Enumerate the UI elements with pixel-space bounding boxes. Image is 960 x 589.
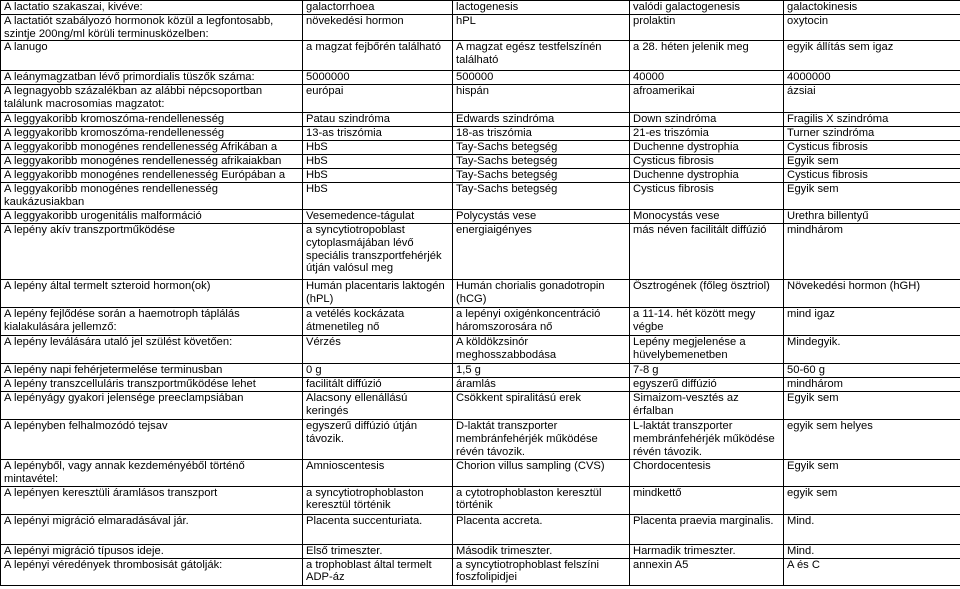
question-cell[interactable]: A lepényből, vagy annak kezdeményéből történő mintavétel: bbox=[1, 459, 303, 486]
option-d-cell[interactable]: galactokinesis bbox=[784, 1, 960, 15]
option-c-cell[interactable]: Lepény megjelenése a hüvelybemenetben bbox=[630, 335, 784, 363]
option-c-cell[interactable]: Duchenne dystrophia bbox=[630, 169, 784, 183]
option-b-cell[interactable]: hispán bbox=[453, 85, 630, 113]
option-d-cell[interactable]: Fragilis X szindróma bbox=[784, 113, 960, 127]
option-d-cell[interactable]: Mindegyik. bbox=[784, 335, 960, 363]
option-a-cell[interactable]: Placenta succenturiata. bbox=[303, 514, 453, 544]
question-cell[interactable]: A lepényi migráció típusos ideje. bbox=[1, 544, 303, 558]
option-c-cell[interactable]: L-laktát transzporter membránfehérjék működése révén távozik. bbox=[630, 419, 784, 459]
table-row bbox=[1, 391, 960, 419]
option-d-cell[interactable]: Egyik sem bbox=[784, 391, 960, 419]
question-cell[interactable]: A leggyakoribb monogénes rendellenesség afrikaiakban bbox=[1, 155, 303, 169]
question-cell[interactable]: A lactatio szakaszai, kivéve: bbox=[1, 1, 303, 15]
option-d-cell[interactable]: 50-60 g bbox=[784, 363, 960, 377]
option-d-cell[interactable]: 4000000 bbox=[784, 71, 960, 85]
table-row bbox=[1, 419, 960, 459]
question-cell[interactable]: A lanugo bbox=[1, 41, 303, 71]
option-b-cell[interactable]: Polycystás vese bbox=[453, 209, 630, 223]
option-a-cell[interactable]: a trophoblast által termelt ADP-áz bbox=[303, 558, 453, 585]
question-cell[interactable]: A leánymagzatban lévő primordialis tüszők száma: bbox=[1, 71, 303, 85]
question-cell[interactable]: A leggyakoribb kromoszóma-rendellenesség bbox=[1, 127, 303, 141]
option-b-cell[interactable]: 18-as triszómia bbox=[453, 127, 630, 141]
option-d-cell[interactable]: Cysticus fibrosis bbox=[784, 169, 960, 183]
question-cell[interactable]: A lepényi véredények thrombosisát gátolják: bbox=[1, 558, 303, 585]
table-row bbox=[1, 71, 960, 85]
option-c-cell[interactable]: 21-es triszómia bbox=[630, 127, 784, 141]
option-a-cell[interactable]: HbS bbox=[303, 183, 453, 210]
table-row bbox=[1, 169, 960, 183]
question-cell[interactable]: A legnagyobb százalékban az alábbi népcsoportban találunk macrosomias magzatot: bbox=[1, 85, 303, 113]
option-b-cell[interactable]: A köldökzsinór meghosszabbodása bbox=[453, 335, 630, 363]
option-b-cell[interactable]: 1,5 g bbox=[453, 363, 630, 377]
table-row bbox=[1, 85, 960, 113]
option-b-cell[interactable]: a syncytiotrophoblast felszíni foszfolipidjei bbox=[453, 558, 630, 585]
option-a-cell[interactable]: a syncytiotropoblast cytoplasmájában lévő speciális transzportfehérjék útján valósul meg bbox=[303, 223, 453, 279]
option-b-cell[interactable]: Második trimeszter. bbox=[453, 544, 630, 558]
question-cell[interactable]: A leggyakoribb kromoszóma-rendellenesség bbox=[1, 113, 303, 127]
question-cell[interactable]: A leggyakoribb monogénes rendellenesség Európában a bbox=[1, 169, 303, 183]
option-a-cell[interactable]: a vetélés kockázata átmenetileg nő bbox=[303, 307, 453, 335]
question-cell[interactable]: A lactatiót szabályozó hormonok közül a legfontosabb, szintje 200ng/ml körüli terminusközelben: bbox=[1, 14, 303, 41]
option-c-cell[interactable]: Monocystás vese bbox=[630, 209, 784, 223]
option-a-cell[interactable]: egyszerű diffúzió útján távozik. bbox=[303, 419, 453, 459]
option-b-cell[interactable]: Tay-Sachs betegség bbox=[453, 169, 630, 183]
table-row bbox=[1, 335, 960, 363]
question-cell[interactable]: A leggyakoribb monogénes rendellenesség kaukázusiakban bbox=[1, 183, 303, 210]
question-cell[interactable]: A leggyakoribb monogénes rendellenesség Afrikában a bbox=[1, 141, 303, 155]
question-cell[interactable]: A lepényi migráció elmaradásával jár. bbox=[1, 514, 303, 544]
option-b-cell[interactable]: áramlás bbox=[453, 377, 630, 391]
table-row bbox=[1, 377, 960, 391]
option-c-cell[interactable]: Down szindróma bbox=[630, 113, 784, 127]
option-c-cell[interactable]: prolaktin bbox=[630, 14, 784, 41]
option-b-cell[interactable]: Edwards szindróma bbox=[453, 113, 630, 127]
option-b-cell[interactable]: Humán chorialis gonadotropin (hCG) bbox=[453, 279, 630, 307]
option-a-cell[interactable]: HbS bbox=[303, 141, 453, 155]
option-d-cell[interactable]: ázsiai bbox=[784, 85, 960, 113]
option-d-cell[interactable]: Mind. bbox=[784, 544, 960, 558]
option-c-cell[interactable]: Ösztrogének (főleg ösztriol) bbox=[630, 279, 784, 307]
question-cell[interactable]: A lepény fejlődése során a haemotroph táplálás kialakulására jellemző: bbox=[1, 307, 303, 335]
option-b-cell[interactable]: Tay-Sachs betegség bbox=[453, 141, 630, 155]
option-b-cell[interactable]: Placenta accreta. bbox=[453, 514, 630, 544]
option-b-cell[interactable]: a lepényi oxigénkoncentráció háromszorosára nő bbox=[453, 307, 630, 335]
table-row bbox=[1, 183, 960, 210]
option-d-cell[interactable]: A és C bbox=[784, 558, 960, 585]
option-c-cell[interactable]: Simaizom-vesztés az érfalban bbox=[630, 391, 784, 419]
option-a-cell[interactable]: 5000000 bbox=[303, 71, 453, 85]
option-b-cell[interactable]: Tay-Sachs betegség bbox=[453, 155, 630, 169]
option-c-cell[interactable]: mindkettő bbox=[630, 486, 784, 514]
option-a-cell[interactable]: HbS bbox=[303, 169, 453, 183]
table-row bbox=[1, 558, 960, 585]
option-a-cell[interactable]: Alacsony ellenállású keringés bbox=[303, 391, 453, 419]
option-c-cell[interactable]: 7-8 g bbox=[630, 363, 784, 377]
option-c-cell[interactable]: Harmadik trimeszter. bbox=[630, 544, 784, 558]
table-row bbox=[1, 486, 960, 514]
option-c-cell[interactable]: valódi galactogenesis bbox=[630, 1, 784, 15]
option-d-cell[interactable]: Mind. bbox=[784, 514, 960, 544]
option-b-cell[interactable]: energiaigényes bbox=[453, 223, 630, 279]
question-cell[interactable]: A lepény akív transzportműködése bbox=[1, 223, 303, 279]
option-d-cell[interactable]: mind igaz bbox=[784, 307, 960, 335]
option-b-cell[interactable]: Chorion villus sampling (CVS) bbox=[453, 459, 630, 486]
option-b-cell[interactable]: D-laktát transzporter membránfehérjék működése révén távozik. bbox=[453, 419, 630, 459]
option-c-cell[interactable]: Chordocentesis bbox=[630, 459, 784, 486]
option-d-cell[interactable]: egyik sem bbox=[784, 486, 960, 514]
option-b-cell[interactable]: 500000 bbox=[453, 71, 630, 85]
option-a-cell[interactable]: Vesemedence-tágulat bbox=[303, 209, 453, 223]
option-c-cell[interactable]: Duchenne dystrophia bbox=[630, 141, 784, 155]
option-a-cell[interactable]: Humán placentaris laktogén (hPL) bbox=[303, 279, 453, 307]
option-a-cell[interactable]: növekedési hormon bbox=[303, 14, 453, 41]
option-c-cell[interactable]: a 11-14. hét között megy végbe bbox=[630, 307, 784, 335]
option-c-cell[interactable]: Cysticus fibrosis bbox=[630, 183, 784, 210]
table-row bbox=[1, 209, 960, 223]
question-cell[interactable]: A lepényen keresztüli áramlásos transzport bbox=[1, 486, 303, 514]
option-c-cell[interactable]: a 28. héten jelenik meg bbox=[630, 41, 784, 71]
option-a-cell[interactable]: HbS bbox=[303, 155, 453, 169]
question-cell[interactable]: A lepény transzcelluláris transzportműködése lehet bbox=[1, 377, 303, 391]
option-a-cell[interactable]: 13-as triszómia bbox=[303, 127, 453, 141]
option-a-cell[interactable]: a magzat fejbőrén található bbox=[303, 41, 453, 71]
option-a-cell[interactable]: facilitált diffúzió bbox=[303, 377, 453, 391]
option-a-cell[interactable]: 0 g bbox=[303, 363, 453, 377]
question-cell[interactable]: A lepény leválására utaló jel szülést követően: bbox=[1, 335, 303, 363]
table-row bbox=[1, 1, 960, 15]
question-cell[interactable]: A lepényágy gyakori jelensége preeclampsiában bbox=[1, 391, 303, 419]
option-b-cell[interactable]: A magzat egész testfelszínén található bbox=[453, 41, 630, 71]
option-b-cell[interactable]: Tay-Sachs betegség bbox=[453, 183, 630, 210]
option-d-cell[interactable]: mindhárom bbox=[784, 223, 960, 279]
option-d-cell[interactable]: oxytocin bbox=[784, 14, 960, 41]
option-b-cell[interactable]: lactogenesis bbox=[453, 1, 630, 15]
option-c-cell[interactable]: afroamerikai bbox=[630, 85, 784, 113]
table-row bbox=[1, 307, 960, 335]
table-row bbox=[1, 14, 960, 41]
option-d-cell[interactable]: Egyik sem bbox=[784, 183, 960, 210]
option-c-cell[interactable]: 40000 bbox=[630, 71, 784, 85]
option-d-cell[interactable]: egyik állítás sem igaz bbox=[784, 41, 960, 71]
option-d-cell[interactable]: Egyik sem bbox=[784, 459, 960, 486]
table-row bbox=[1, 41, 960, 71]
question-cell[interactable]: A lepény napi fehérjetermelése terminusban bbox=[1, 363, 303, 377]
option-d-cell[interactable]: egyik sem helyes bbox=[784, 419, 960, 459]
option-a-cell[interactable]: a syncytiotrophoblaston keresztül történik bbox=[303, 486, 453, 514]
option-a-cell[interactable]: Első trimeszter. bbox=[303, 544, 453, 558]
option-c-cell[interactable]: Placenta praevia marginalis. bbox=[630, 514, 784, 544]
option-d-cell[interactable]: Egyik sem bbox=[784, 155, 960, 169]
question-cell[interactable]: A lepény által termelt szteroid hormon(ok) bbox=[1, 279, 303, 307]
table-row bbox=[1, 279, 960, 307]
option-d-cell[interactable]: Turner szindróma bbox=[784, 127, 960, 141]
option-d-cell[interactable]: Cysticus fibrosis bbox=[784, 141, 960, 155]
table-row bbox=[1, 155, 960, 169]
option-a-cell[interactable]: európai bbox=[303, 85, 453, 113]
question-cell[interactable]: A lepényben felhalmozódó tejsav bbox=[1, 419, 303, 459]
option-b-cell[interactable]: a cytotrophoblaston keresztül történik bbox=[453, 486, 630, 514]
table-row bbox=[1, 544, 960, 558]
option-a-cell[interactable]: Vérzés bbox=[303, 335, 453, 363]
option-d-cell[interactable]: Növekedési hormon (hGH) bbox=[784, 279, 960, 307]
table-row bbox=[1, 127, 960, 141]
table-row bbox=[1, 141, 960, 155]
option-a-cell[interactable]: Patau szindróma bbox=[303, 113, 453, 127]
option-c-cell[interactable]: annexin A5 bbox=[630, 558, 784, 585]
option-b-cell[interactable]: Csökkent spiralitású erek bbox=[453, 391, 630, 419]
option-c-cell[interactable]: más néven facilitált diffúzió bbox=[630, 223, 784, 279]
option-c-cell[interactable]: egyszerű diffúzió bbox=[630, 377, 784, 391]
option-d-cell[interactable]: Urethra billentyű bbox=[784, 209, 960, 223]
table-row bbox=[1, 223, 960, 279]
question-cell[interactable]: A leggyakoribb urogenitális malformáció bbox=[1, 209, 303, 223]
option-a-cell[interactable]: Amnioscentesis bbox=[303, 459, 453, 486]
table-row bbox=[1, 113, 960, 127]
table-row bbox=[1, 459, 960, 486]
table-row bbox=[1, 363, 960, 377]
option-d-cell[interactable]: mindhárom bbox=[784, 377, 960, 391]
table-row bbox=[1, 514, 960, 544]
option-c-cell[interactable]: Cysticus fibrosis bbox=[630, 155, 784, 169]
option-b-cell[interactable]: hPL bbox=[453, 14, 630, 41]
option-a-cell[interactable]: galactorrhoea bbox=[303, 1, 453, 15]
